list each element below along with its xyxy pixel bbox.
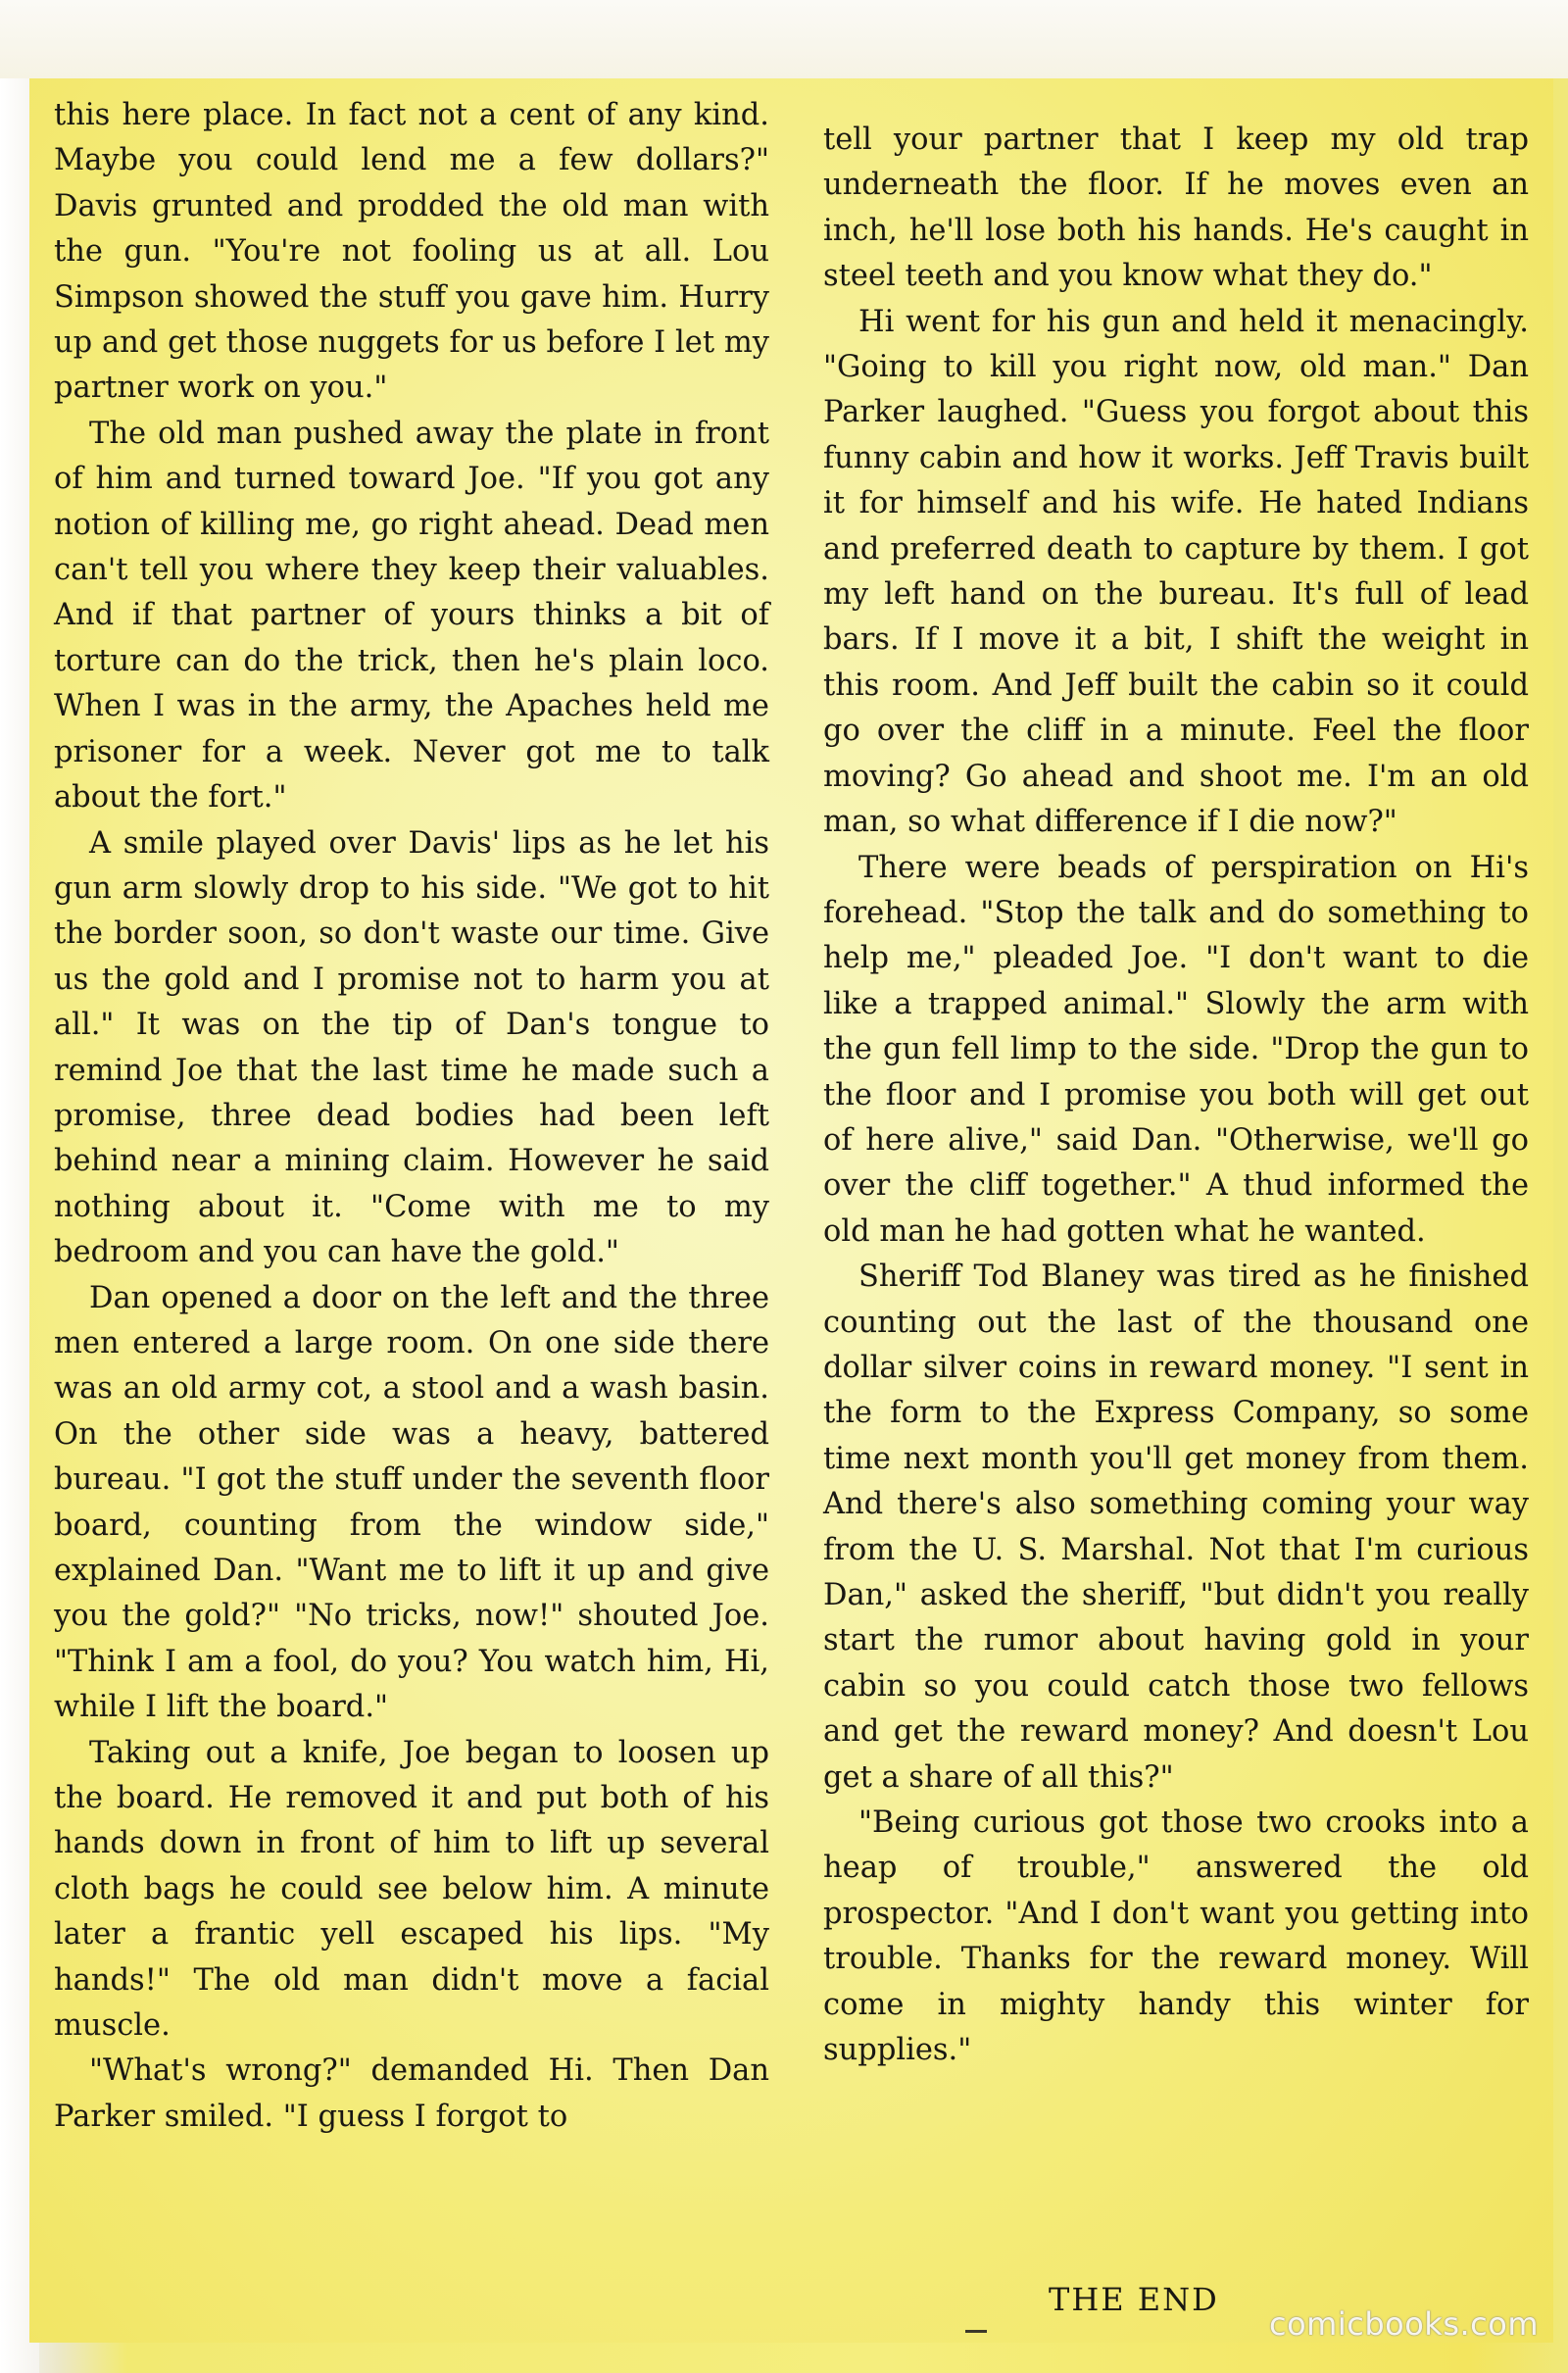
right-paragraph-1: tell your partner that I keep my old trap underneath the floor. If he moves even an inch, he'll lose both his hands. He's caught in steel teeth and you know what they do." — [823, 123, 1529, 294]
left-text-column — [54, 93, 769, 2140]
page-dash-mark — [965, 2330, 987, 2333]
left-paragraph-6: "What's wrong?" demanded Hi. Then Dan Parker smiled. "I guess I forgot to — [54, 2053, 769, 2134]
right-paragraph-2: Hi went for his gun and held it menacingly. "Going to kill you right now, old man." Dan Parker laughed. "Guess you forgot about this funny cabin and how it works. Jeff Travis built it for himself and his wife. He hated Indians and preferred death to capture by them. I got my left hand on the bureau. It's full of lead bars. If I move it a bit, I shift the weight in this room. And Jeff built the cabin so it could go over the cliff in a minute. Feel the floor moving? Go ahead and shoot me. I'm an old man, so what difference if I die now?" — [823, 304, 1529, 840]
left-paragraph-1: this here place. In fact not a cent of any kind. Maybe you could lend me a few dollars?" Davis grunted and prodded the old man with the gun. "You're not fooling us at all. Lou Simpson showed the stuff you gave him. Hurry up and get those nuggets for us before I let my partner work on you." — [54, 98, 769, 406]
right-paragraph-3: There were beads of perspiration on Hi's forehead. "Stop the talk and do something to help me," pleaded Joe. "I don't want to die like a trapped animal." Slowly the arm with the gun fell limp to the side. "Drop the gun to the floor and I promise you both will get out of here alive," said Dan. "Otherwise, we'll go over the cliff together." A thud informed the old man he had gotten what he wanted. — [823, 850, 1529, 1249]
left-paragraph-5: Taking out a knife, Joe began to loosen up the board. He removed it and put both of his hands down in front of him to lift up several cloth bags he could see below him. A minute later a frantic yell escaped his lips. "My hands!" The old man didn't move a facial muscle. — [54, 1735, 769, 2044]
right-text-column — [823, 118, 1529, 2073]
left-paragraph-2: The old man pushed away the plate in front of him and turned toward Joe. "If you got any notion of killing me, go right ahead. Dead men can't tell you where they keep their valuables. And if that partner of yours thinks a bit of torture can do the trick, then he's plain loco. When I was in the army, the Apaches held me prisoner for a week. Never got me to talk about the fort." — [54, 416, 769, 816]
page-top-margin — [0, 0, 1568, 78]
site-watermark: comicbooks.com — [1268, 2305, 1539, 2343]
the-end-label: THE END — [1049, 2281, 1219, 2318]
right-paragraph-4: Sheriff Tod Blaney was tired as he finished counting out the last of the thousand one dollar silver coins in reward money. "I sent in the form to the Express Company, so some time next month you'll get money from them. And there's also something coming your way from the U. S. Marshal. Not that I'm curious Dan," asked the sheriff, "but didn't you really start the rumor about having gold in your cabin so you could catch those two fellows and get the reward money? And doesn't Lou get a share of all this?" — [823, 1260, 1529, 1795]
right-paragraph-5: "Being curious got those two crooks into a heap of trouble," answered the old prospector. "And I don't want you getting into trouble. Thanks for the reward money. Will come in mighty handy this winter for supplies." — [823, 1805, 1529, 2068]
left-paragraph-4: Dan opened a door on the left and the three men entered a large room. On one side there was an old army cot, a stool and a wash basin. On the other side was a heavy, battered bureau. "I got the stuff under the seventh floor board, counting from the window side," explained Dan. "Want me to lift it up and give you the gold?" "No tricks, now!" shouted Joe. "Think I am a fool, do you? You watch him, Hi, while I lift the board." — [54, 1280, 769, 1725]
left-paragraph-3: A smile played over Davis' lips as he let his gun arm slowly drop to his side. "We got to hit the border soon, so don't waste our time. Give us the gold and I promise not to harm you at all." It was on the tip of Dan's tongue to remind Joe that the last time he made such a promise, three dead bodies had been left behind near a mining claim. However he said nothing about it. "Come with me to my bedroom and you can have the gold." — [54, 825, 769, 1270]
